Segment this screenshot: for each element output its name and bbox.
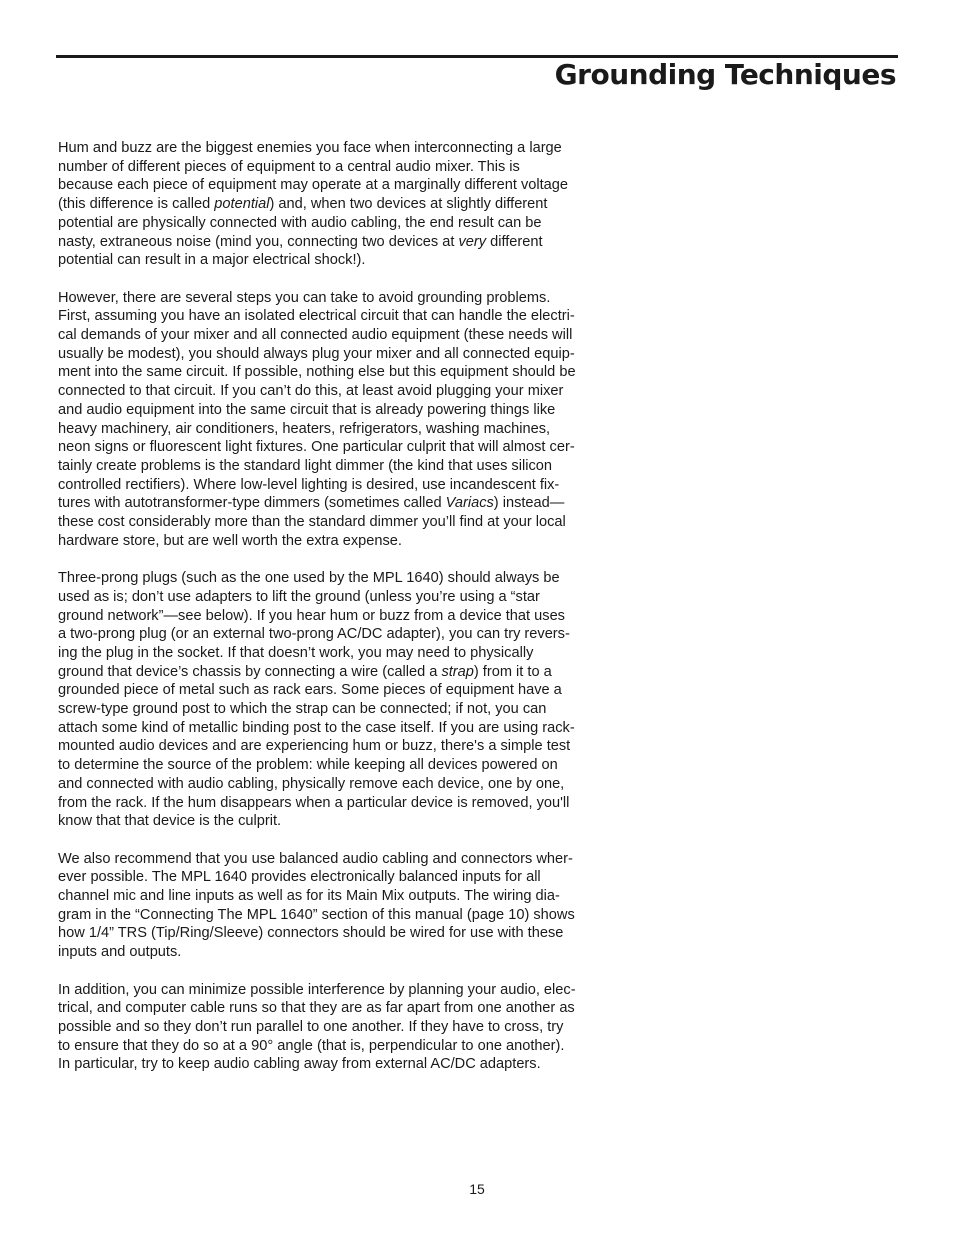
text-run: potential can result in a major electrical shock!). (58, 252, 366, 269)
text-line (58, 999, 623, 1018)
text-run: ) from it to a (473, 663, 552, 680)
text-line (58, 924, 623, 943)
text-run: However, there are several steps you can take to avoid grounding problems. (58, 289, 551, 306)
text-line (58, 943, 623, 962)
text-run: possible and so they don’t run parallel to one another. If they have to cross, try (58, 1018, 564, 1035)
text-run: different (486, 233, 543, 250)
text-run: and audio equipment into the same circuit that is already powering things like (58, 401, 556, 418)
text-run: channel mic and line inputs as well as for its Main Mix outputs. The wiring dia- (58, 888, 560, 905)
text-run: ing the plug in the socket. If that doesn’t work, you may need to physically (58, 644, 534, 661)
text-line (58, 569, 623, 588)
text-run: In addition, you can minimize possible interference by planning your audio, elec- (58, 981, 576, 998)
text-run: controlled rectifiers). Where low-level lighting is desired, use incandescent fix- (58, 476, 560, 493)
text-run: grounded piece of metal such as rack ears. Some pieces of equipment have a (58, 682, 562, 699)
text-run: a two-prong plug (or an external two-prong AC/DC adapter), you can try revers- (58, 626, 570, 643)
text-run: attach some kind of metallic binding post to the case itself. If you are using rack- (58, 719, 575, 736)
text-run: because each piece of equipment may operate at a marginally different voltage (58, 177, 569, 194)
text-line (58, 476, 623, 495)
text-run: potential are physically connected with audio cabling, the end result can be (58, 214, 542, 231)
text-line (58, 345, 623, 364)
text-line (58, 868, 623, 887)
text-line (58, 438, 623, 457)
text-line (58, 812, 623, 831)
page-number: 15 (469, 1181, 485, 1197)
text-run: ment into the same circuit. If possible, nothing else but this equipment should be (58, 364, 576, 381)
text-line (58, 233, 623, 252)
text-line (58, 906, 623, 925)
text-line (58, 887, 623, 906)
page-title: Grounding Techniques (554, 58, 896, 91)
text-run: how 1/4” TRS (Tip/Ring/Sleeve) connectors should be wired for use with these (58, 925, 564, 942)
text-run: connected to that circuit. If you can’t do this, at least avoid plugging your mixer (58, 383, 564, 400)
text-run: ) and, when two devices at slightly different (269, 196, 548, 213)
text-run: know that that device is the culprit. (58, 813, 282, 830)
italic-term: potential (214, 196, 270, 213)
text-run: ground that device’s chassis by connecting a wire (called a (58, 663, 442, 680)
text-line (58, 532, 623, 551)
paragraph (58, 981, 623, 1075)
text-line (58, 775, 623, 794)
text-run: to ensure that they do so at a 90° angle (that is, perpendicular to one another). (58, 1037, 565, 1054)
text-run: In particular, try to keep audio cabling away from external AC/DC adapters. (58, 1056, 541, 1073)
text-run: trical, and computer cable runs so that they are as far apart from one another as (58, 1000, 575, 1017)
text-run: ) instead— (493, 495, 565, 512)
text-line (58, 139, 623, 158)
paragraph (58, 850, 623, 962)
text-line (58, 850, 623, 869)
text-run: inputs and outputs. (58, 944, 182, 961)
text-line (58, 363, 623, 382)
text-run: (this difference is called (58, 196, 215, 213)
text-line (58, 176, 623, 195)
text-line (58, 1055, 623, 1074)
text-run: mounted audio devices and are experiencing hum or buzz, there's a simple test (58, 738, 571, 755)
text-run: tainly create problems is the standard light dimmer (the kind that uses silicon (58, 457, 552, 474)
text-line (58, 625, 623, 644)
text-line (58, 401, 623, 420)
text-line (58, 513, 623, 532)
text-run: to determine the source of the problem: while keeping all devices powered on (58, 757, 558, 774)
text-run: neon signs or fluorescent light fixtures. One particular culprit that will almost cer- (58, 439, 575, 456)
text-run: Three-prong plugs (such as the one used by the MPL 1640) should always be (58, 570, 560, 587)
text-run: ground network”—see below). If you hear hum or buzz from a device that uses (58, 607, 565, 624)
text-line (58, 756, 623, 775)
text-line (58, 607, 623, 626)
text-line (58, 251, 623, 270)
text-run: and connected with audio cabling, physically remove each device, one by one, (58, 775, 565, 792)
text-run: screw-type ground post to which the strap can be connected; if not, you can (58, 701, 547, 718)
paragraph (58, 289, 623, 551)
text-run: number of different pieces of equipment to a central audio mixer. This is (58, 158, 520, 175)
text-run: these cost considerably more than the standard dimmer you’ll find at your local (58, 514, 566, 531)
body-text (58, 139, 623, 1093)
text-line (58, 289, 623, 308)
text-line (58, 663, 623, 682)
text-line (58, 457, 623, 476)
text-line (58, 158, 623, 177)
text-line (58, 737, 623, 756)
italic-term: strap (441, 663, 474, 680)
text-line (58, 1037, 623, 1056)
text-run: We also recommend that you use balanced audio cabling and connectors wher- (58, 850, 573, 867)
text-run: tures with autotransformer-type dimmers (sometimes called (58, 495, 446, 512)
text-line (58, 644, 623, 663)
text-line (58, 700, 623, 719)
italic-term: Variacs (445, 495, 494, 512)
text-run: cal demands of your mixer and all connected audio equipment (these needs will (58, 327, 573, 344)
text-run: heavy machinery, air conditioners, heaters, refrigerators, washing machines, (58, 420, 551, 437)
text-run: used as is; don’t use adapters to lift the ground (unless you’re using a “star (58, 588, 540, 605)
text-run: ever possible. The MPL 1640 provides electronically balanced inputs for all (58, 869, 541, 886)
text-line (58, 981, 623, 1000)
text-line (58, 420, 623, 439)
text-line (58, 794, 623, 813)
text-run: hardware store, but are well worth the extra expense. (58, 532, 402, 549)
paragraph (58, 139, 623, 270)
text-line (58, 719, 623, 738)
italic-term: very (458, 233, 487, 250)
text-line (58, 1018, 623, 1037)
text-line (58, 681, 623, 700)
text-run: Hum and buzz are the biggest enemies you face when interconnecting a large (58, 140, 562, 156)
text-line (58, 195, 623, 214)
text-run: First, assuming you have an isolated electrical circuit that can handle the electri- (58, 308, 575, 325)
text-run: nasty, extraneous noise (mind you, connecting two devices at (58, 233, 459, 250)
text-line (58, 494, 623, 513)
text-line (58, 382, 623, 401)
text-run: usually be modest), you should always plug your mixer and all connected equip- (58, 345, 575, 362)
paragraph (58, 569, 623, 831)
text-line (58, 326, 623, 345)
text-line (58, 307, 623, 326)
text-line (58, 214, 623, 233)
text-run: from the rack. If the hum disappears when a particular device is removed, you'll (58, 794, 570, 811)
text-run: gram in the “Connecting The MPL 1640” section of this manual (page 10) shows (58, 906, 575, 923)
text-line (58, 588, 623, 607)
